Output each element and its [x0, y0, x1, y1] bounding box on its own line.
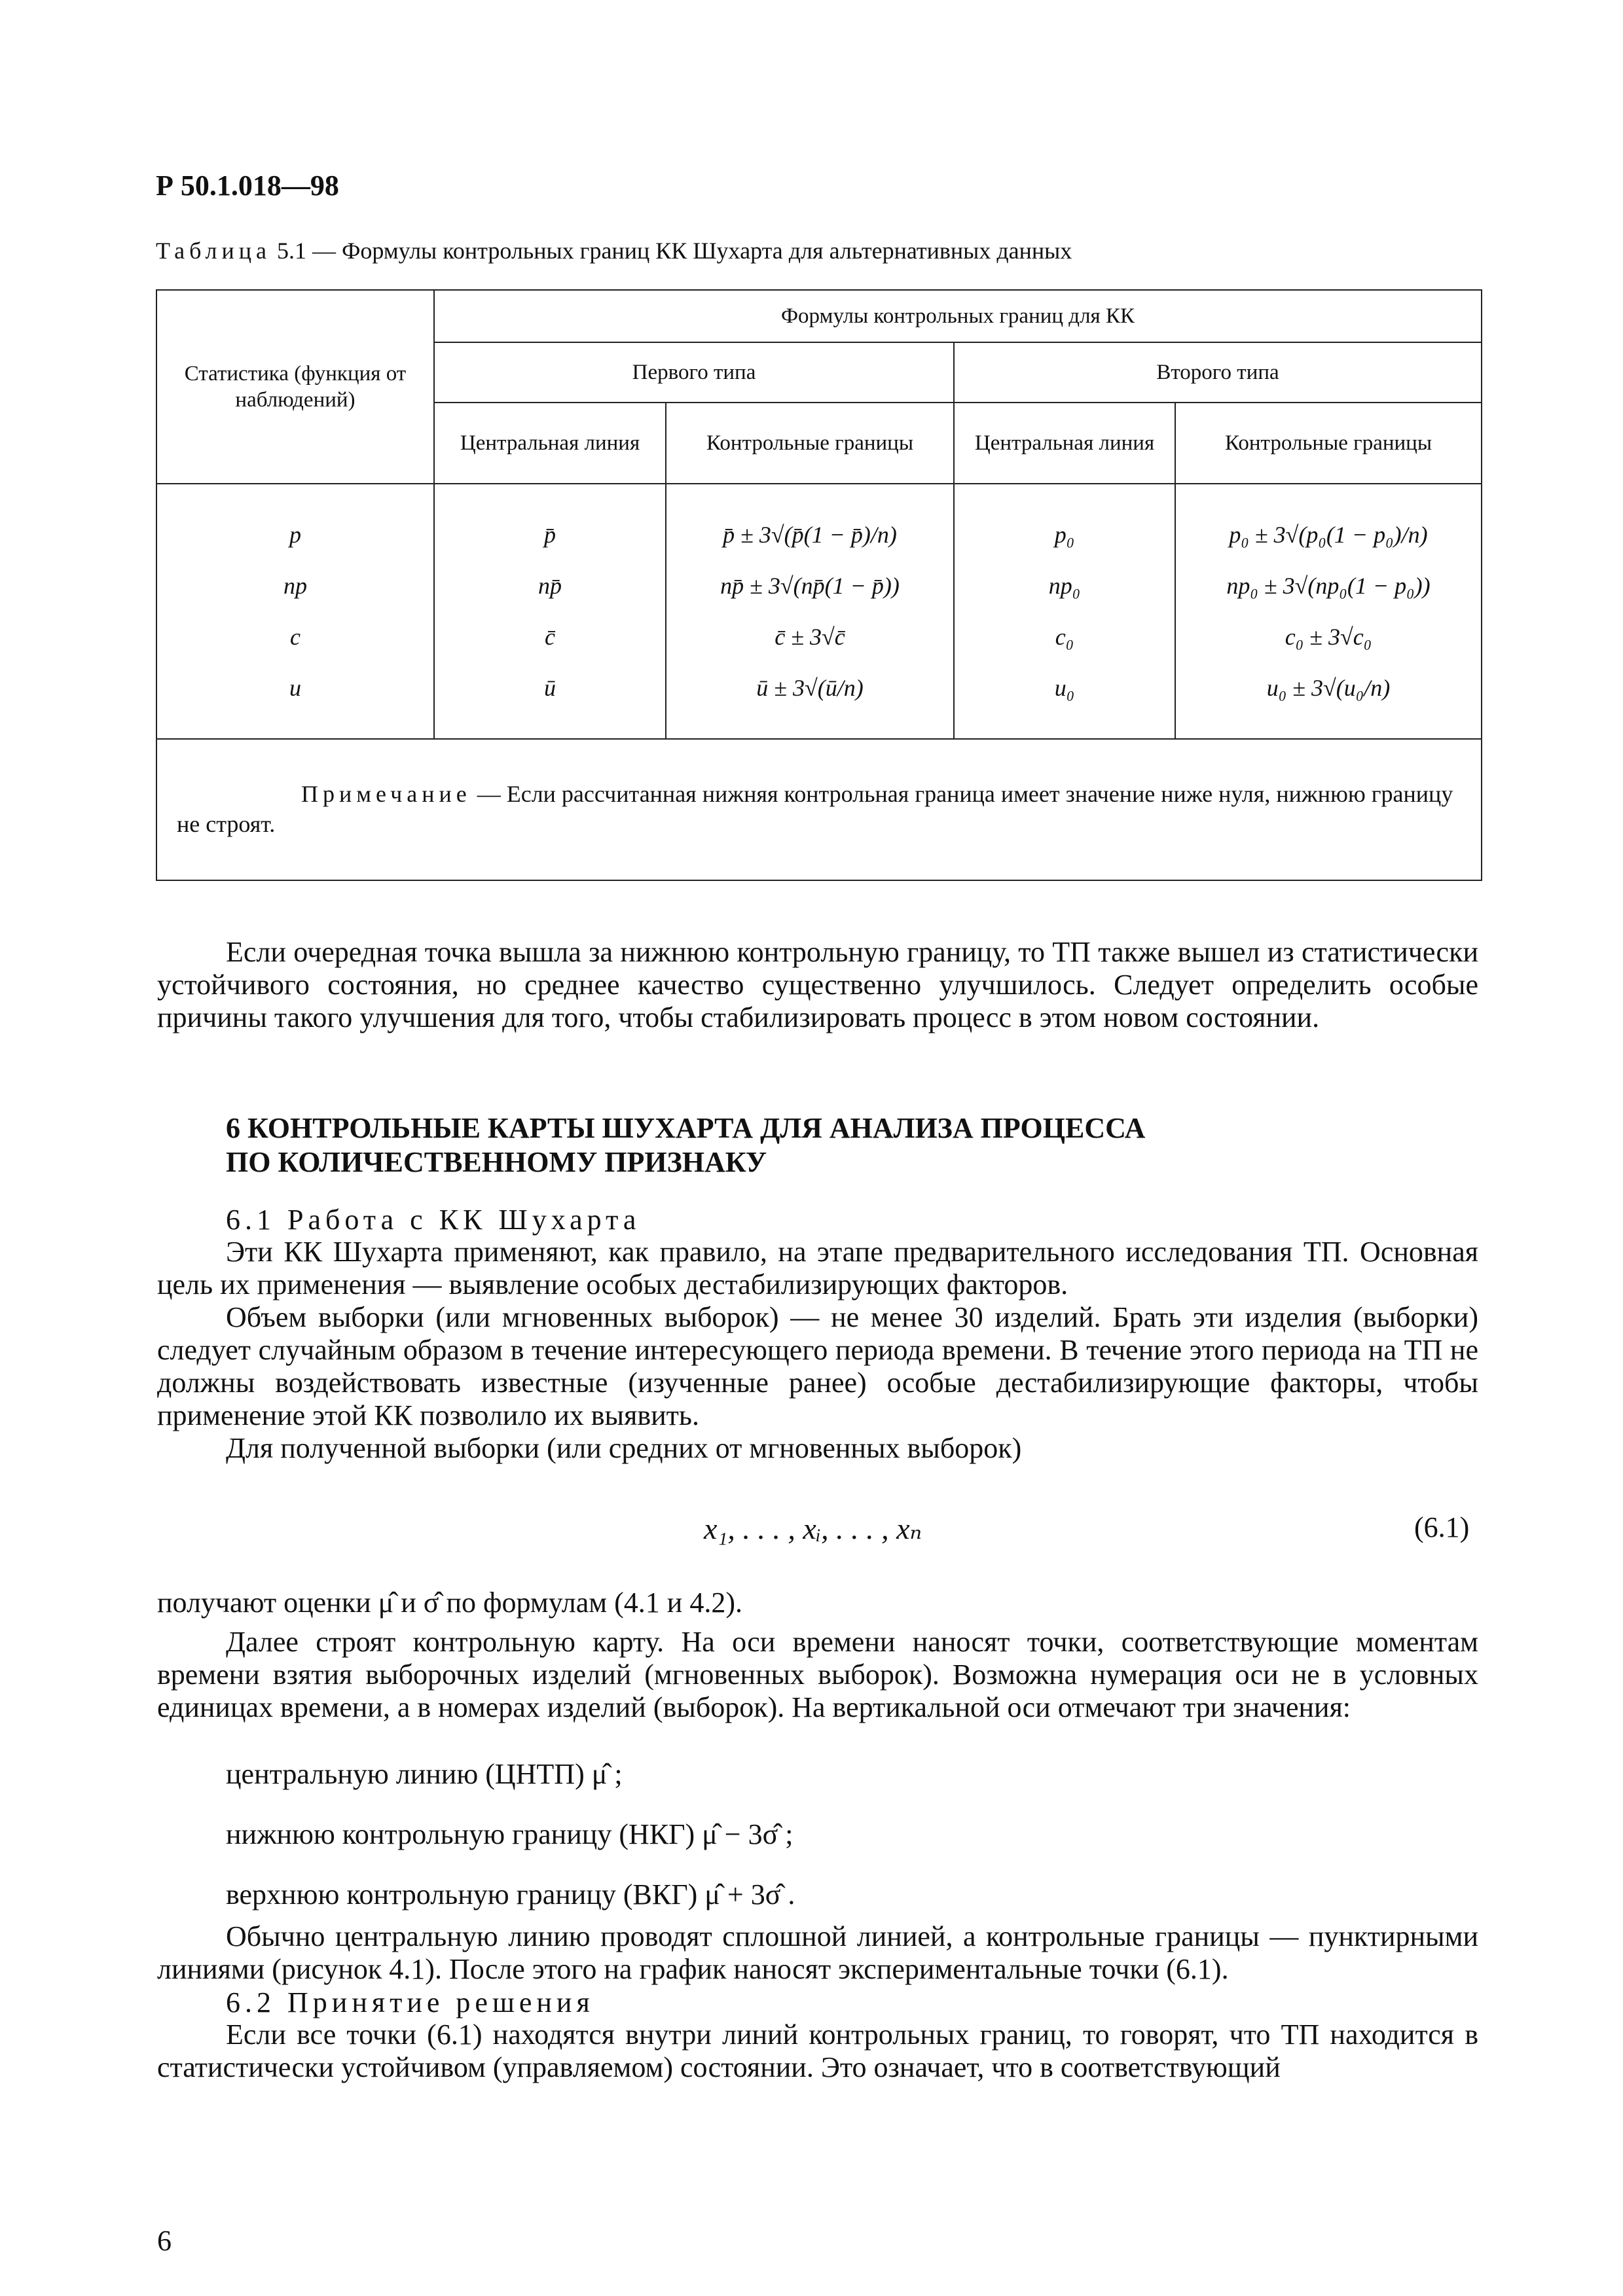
stat-cell: c [290, 624, 301, 650]
formula-cell: c̄ ± 3√c̄ [775, 624, 845, 650]
list-item: верхнюю контрольную границу (ВКГ) μ̂ + 3σ̂ . [226, 1878, 795, 1910]
table-caption-label: Таблица [156, 238, 271, 264]
formula-cell: ū [544, 675, 556, 701]
paragraph: Для полученной выборки (или средних от мгновенных выборок) [226, 1432, 1022, 1464]
formula-cell: ū ± 3√(ū/n) [756, 675, 864, 701]
formula-cell: c̄ [545, 624, 555, 650]
control-limits-header-1: Контрольные границы [666, 403, 954, 484]
equation-number: (6.1) [1414, 1511, 1470, 1543]
stat-column [156, 484, 434, 739]
center-line-type2-column [954, 484, 1175, 739]
formulas-header: Формулы контрольных границ для КК [434, 290, 1482, 342]
control-limits-table [156, 289, 1482, 881]
equation: x₁, . . . , xᵢ, . . . , xₙ [704, 1512, 922, 1545]
formula-cell: u₀ ± 3√(u₀/n) [1266, 675, 1391, 701]
formula-cell: p₀ [1054, 522, 1075, 548]
formula-cell: np₀ ± 3√(np₀(1 − p₀)) [1226, 573, 1431, 599]
formula-cell: p̄ ± 3√(p̄(1 − p̄)/n) [723, 522, 897, 548]
stat-cell: u [289, 675, 301, 701]
formula-cell: p̄ [544, 522, 556, 548]
center-line-header-2: Центральная линия [954, 403, 1175, 484]
formula-cell: p₀ ± 3√(p₀(1 − p₀)/n) [1229, 522, 1428, 548]
limits-type1-column [666, 484, 954, 739]
formula-cell: np₀ [1048, 573, 1081, 599]
table-note [156, 739, 1482, 880]
paragraph: Если очередная точка вышла за нижнюю контрольную границу, то ТП также вышел из статистически устойчивого состояния, но среднее качество существенно улучшилось. Следует определить особые причины такого улучшения для того, чтобы стабилизировать процесс в этом новом состоянии. [157, 936, 1478, 1033]
table-caption-title: — Формулы контрольных границ КК Шухарта для альтернативных данных [312, 238, 1072, 264]
stat-cell: np [283, 573, 307, 599]
paragraph: Объем выборки (или мгновенных выборок) — не менее 30 изделий. Брать эти изделия (выборки) следует случайным образом в течение интересующего периода времени. В течение этого периода на ТП не должны воздействовать известные (изученные ранее) особые дестабилизирующие факторы, чтобы применение этой КК позволило их выявить. [157, 1301, 1478, 1431]
formula-cell: u₀ [1054, 675, 1075, 701]
paragraph: Далее строят контрольную карту. На оси времени наносят точки, соответствующие моментам времени взятия выборочных изделий (мгновенных выборок). Возможна нумерация оси не в условных единицах времени, а в номерах изделий (выборок). На вертикальной оси отмечают три значения: [157, 1626, 1478, 1723]
control-limits-header-2: Контрольные границы [1175, 403, 1482, 484]
list-item: нижнюю контрольную границу (НКГ) μ̂ − 3σ̂ ; [226, 1818, 793, 1850]
center-line-header-1: Центральная линия [434, 403, 666, 484]
section-title [226, 1111, 1145, 1179]
paragraph: Эти КК Шухарта применяют, как правило, на этапе предварительного исследования ТП. Основная цель их применения — выявление особых дестабилизирующих факторов. [157, 1236, 1478, 1300]
table-caption [156, 237, 1072, 264]
formula-cell: c₀ ± 3√c₀ [1285, 624, 1372, 650]
type1-header: Первого типа [434, 342, 954, 403]
formula-cell: np̄ [538, 573, 562, 599]
section-title-line: ПО КОЛИЧЕСТВЕННОМУ ПРИЗНАКУ [226, 1146, 767, 1178]
paragraph: Если все точки (6.1) находятся внутри линий контрольных границ, то говорят, что ТП находится в статистически устойчивом (управляемом) состоянии. Это означает, что в соответствующий [157, 2018, 1478, 2083]
center-line-type1-column [434, 484, 666, 739]
subsection-heading: 6.2 Принятие решения [226, 1986, 594, 2018]
section-title-line: 6 КОНТРОЛЬНЫЕ КАРТЫ ШУХАРТА ДЛЯ АНАЛИЗА ПРОЦЕССА [226, 1112, 1146, 1144]
paragraph: Обычно центральную линию проводят сплошной линией, а контрольные границы — пунктирными линиями (рисунок 4.1). После этого на график наносят экспериментальные точки (6.1). [157, 1920, 1478, 1985]
document-id: Р 50.1.018—98 [156, 170, 339, 202]
stat-cell: p [289, 522, 301, 548]
formula-cell: np̄ ± 3√(np̄(1 − p̄)) [720, 573, 900, 599]
page-number: 6 [157, 2225, 172, 2257]
note-text: — Если рассчитанная нижняя контрольная граница имеет значение ниже нуля, нижнюю границу не строят. [177, 781, 1453, 837]
list-item: центральную линию (ЦНТП) μ̂ ; [226, 1758, 623, 1790]
subsection-heading: 6.1 Работа с КК Шухарта [226, 1204, 641, 1236]
table-caption-number: 5.1 [276, 238, 306, 264]
type2-header: Второго типа [954, 342, 1482, 403]
limits-type2-column [1175, 484, 1482, 739]
formula-cell: c₀ [1055, 624, 1074, 650]
paragraph: получают оценки μ̂ и σ̂ по формулам (4.1 и 4.2). [157, 1587, 742, 1619]
note-label: Примечание [301, 781, 471, 807]
stat-header: Статистика (функция от наблюдений) [156, 290, 434, 484]
